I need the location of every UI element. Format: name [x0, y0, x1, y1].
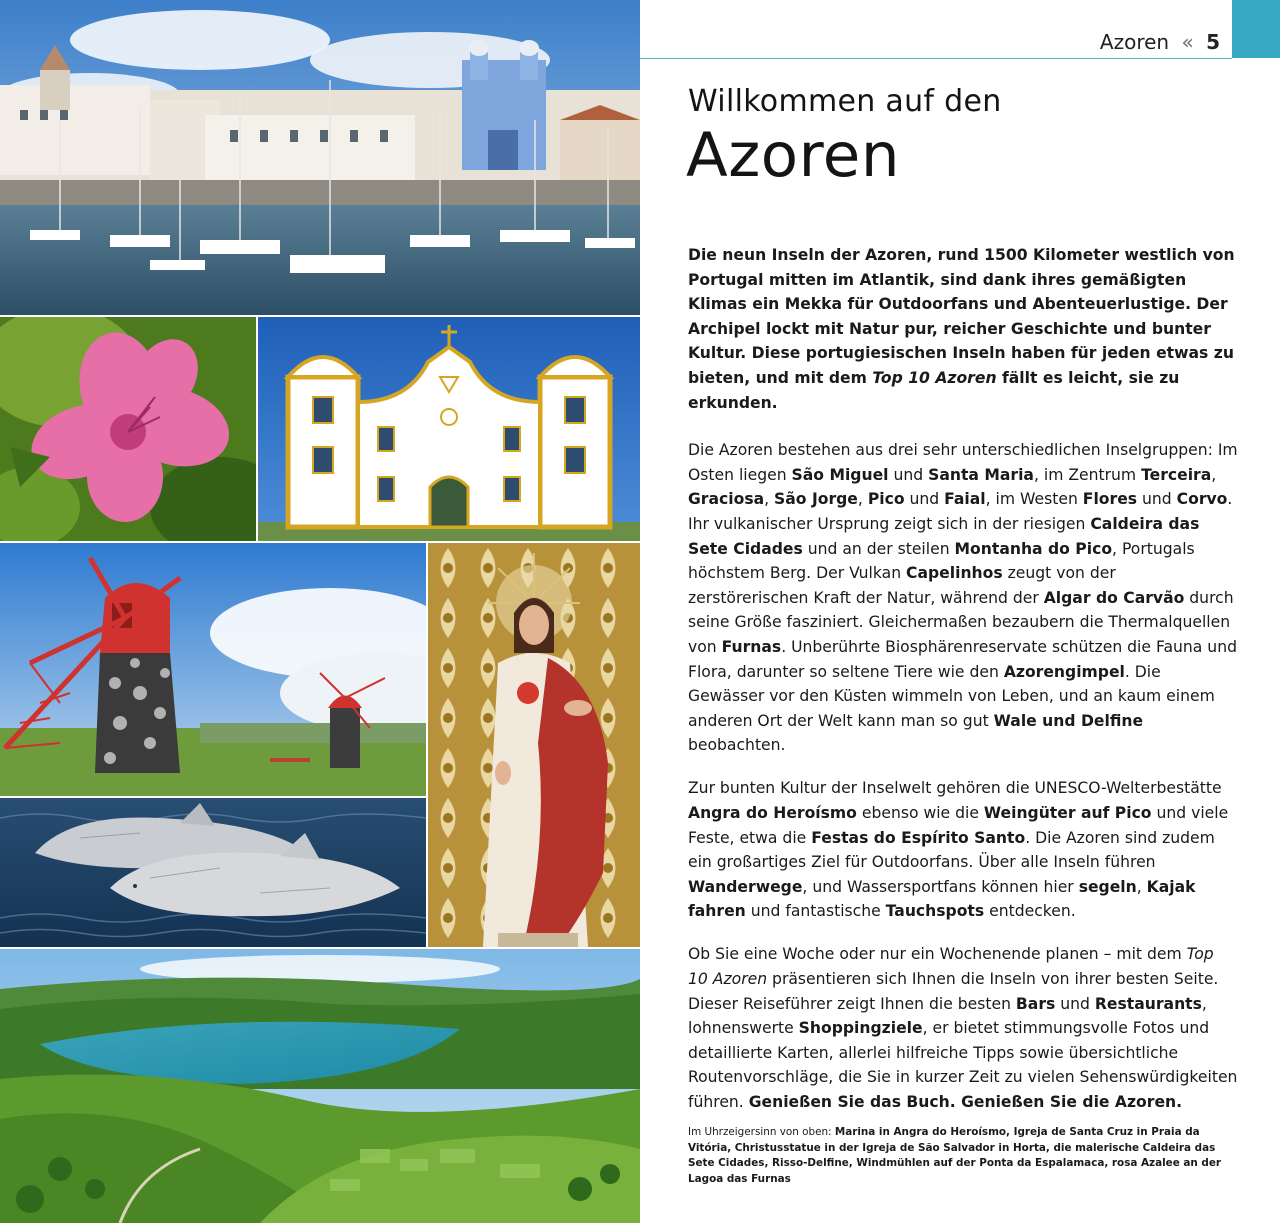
running-head: [1100, 30, 1220, 54]
highlight: Corvo: [1176, 490, 1228, 509]
photo-caldeira-sete-cidades: [0, 949, 640, 1223]
text: , lohnenswerte: [688, 994, 1207, 1038]
photo-church-santa-cruz: [258, 317, 640, 541]
text: und an der steilen: [802, 539, 955, 558]
text: ebenso wie die: [856, 803, 984, 822]
text: und: [888, 465, 929, 484]
photo-christ-statue-horta: [428, 543, 640, 947]
lead-text: Die neun Inseln der Azoren, rund 1500 Kilometer westlich von Portugal mitten im Atlantik, sind dank ihres gemäßigten Klimas ein Mekka für Outdoorfans und Abenteuerlustige. Der Archipel lockt mit Natur pur, reicher Geschichte und bunter Kultur. Diese portugiesischen Inseln haben für jeden etwas zu bieten, und mit dem: [688, 246, 1235, 387]
photo-pink-azalea: [0, 317, 256, 541]
highlight: São Jorge: [774, 490, 858, 509]
highlight: Bars: [1015, 994, 1056, 1013]
highlight: Pico: [867, 490, 905, 509]
paragraph-guide: [688, 942, 1238, 1114]
highlight: Angra do Heroísmo: [688, 803, 857, 822]
lead-book-title: Top 10 Azoren: [872, 368, 997, 387]
page-title-line2: Azoren: [686, 120, 900, 191]
text: Die Azoren bestehen aus drei sehr unterschiedlichen Inselgruppen: Im Osten liegen: [688, 441, 1238, 484]
highlight: Restaurants: [1094, 994, 1202, 1013]
text: ,: [857, 490, 868, 509]
lead-text: fällt es leicht, sie zu erkunden.: [688, 368, 1180, 412]
running-head-separator: «: [1181, 30, 1194, 54]
caption-items: Marina in Angra do Heroísmo, Igreja de Santa Cruz in Praia da Vitória, Christusstatue in der Igreja de São Salvador in Horta, die malerische Caldeira das Sete Cidades, Risso-Delfine, Windmühlen auf der Ponta da Espalamaca, rosa Azalee an der Lagoa das Furnas: [688, 1126, 1222, 1185]
lead-paragraph: [688, 243, 1238, 415]
article-body: [688, 243, 1238, 1133]
highlight: Wanderwege: [688, 877, 803, 896]
highlight: Faial: [944, 490, 986, 509]
caption-intro: Im Uhrzeigersinn von oben:: [688, 1126, 835, 1138]
highlight: São Miguel: [791, 465, 889, 484]
page-tab-accent: [1232, 0, 1280, 58]
header-rule: [640, 58, 1232, 59]
page-title-line1: Willkommen auf den: [688, 84, 1002, 119]
highlight: Algar do Carvão: [1043, 588, 1185, 607]
highlight: Weingüter auf Pico: [983, 803, 1152, 822]
highlight: Wale und Delfine: [993, 711, 1144, 730]
text: beobachten.: [688, 736, 786, 755]
text: , und Wassersportfans können hier: [802, 877, 1079, 896]
paragraph-islands: [688, 438, 1238, 758]
text: Zur bunten Kultur der Inselwelt gehören die UNESCO-Welterbestätte: [688, 779, 1222, 798]
text: ,: [1211, 465, 1217, 484]
highlight: Kajak fahren: [688, 877, 1196, 921]
highlight: Tauchspots: [885, 902, 985, 921]
text: zeugt von der zerstörerischen Kraft der Natur, während der: [688, 564, 1116, 607]
page-number: 5: [1206, 30, 1220, 54]
photo-marina-angra: [0, 0, 640, 315]
text: . Die Azoren sind zudem ein großartiges Ziel für Outdoorfans. Über alle Inseln führen: [688, 828, 1215, 872]
text: ,: [1136, 877, 1147, 896]
highlight: Graciosa: [688, 490, 765, 509]
text: ,: [764, 490, 775, 509]
text: , im Westen: [985, 490, 1083, 509]
text: . Ihr vulkanischer Ursprung zeigt sich in der riesigen: [688, 490, 1233, 533]
text: und: [1055, 994, 1095, 1013]
highlight: Furnas: [721, 637, 782, 656]
text: , im Zentrum: [1033, 465, 1142, 484]
text: , er bietet stimmungsvolle Fotos und detaillierte Karten, allerlei hilfreiche Tipps sowie übersichtliche Routenvorschläge, die Sie in kurzer Zeit zu vielen Sehenswürdigkeiten führen.: [688, 1019, 1238, 1111]
text: . Die Gewässer vor den Küsten wimmeln von Leben, und an kaum einem anderen Ort der Welt kann man so gut: [688, 662, 1215, 730]
highlight: Capelinhos: [906, 564, 1003, 583]
text: und: [904, 490, 945, 509]
text: Ob Sie eine Woche oder nur ein Wochenende planen – mit dem: [688, 945, 1187, 964]
text: und viele Feste, etwa die: [688, 803, 1229, 847]
highlight: Santa Maria: [928, 465, 1034, 484]
highlight: Genießen Sie das Buch. Genießen Sie die Azoren.: [748, 1093, 1183, 1111]
highlight: Montanha do Pico: [954, 539, 1113, 558]
text: und fantastische: [745, 902, 886, 921]
highlight: Azorengimpel: [1003, 662, 1125, 681]
running-head-section: Azoren: [1099, 30, 1170, 54]
photo-caption: [688, 1125, 1238, 1187]
photo-windmills-espalamaca: [0, 543, 426, 796]
photo-risso-dolphins: [0, 798, 426, 947]
highlight: Flores: [1082, 490, 1138, 509]
book-title: Top 10 Azoren: [688, 945, 1214, 989]
highlight: segeln: [1078, 877, 1137, 896]
text: entdecken.: [984, 902, 1076, 921]
text: präsentieren sich Ihnen die Inseln von ihrer besten Seite. Dieser Reiseführer zeigt Ihnen die besten: [688, 970, 1219, 1013]
text: , Portugals höchstem Berg. Der Vulkan: [688, 539, 1195, 583]
highlight: Shoppingziele: [798, 1019, 923, 1038]
text: . Unberührte Biosphärenreservate schützen die Fauna und Flora, darunter so seltene Tiere wie den: [688, 637, 1237, 681]
highlight: Caldeira das Sete Cidades: [688, 514, 1200, 558]
text: und: [1137, 490, 1177, 509]
highlight: Festas do Espírito Santo: [811, 828, 1026, 847]
text: durch seine Größe fasziniert. Gleichermaßen bezaubern die Thermalquellen von: [688, 588, 1234, 656]
paragraph-culture: [688, 776, 1238, 924]
highlight: Terceira: [1141, 465, 1212, 484]
